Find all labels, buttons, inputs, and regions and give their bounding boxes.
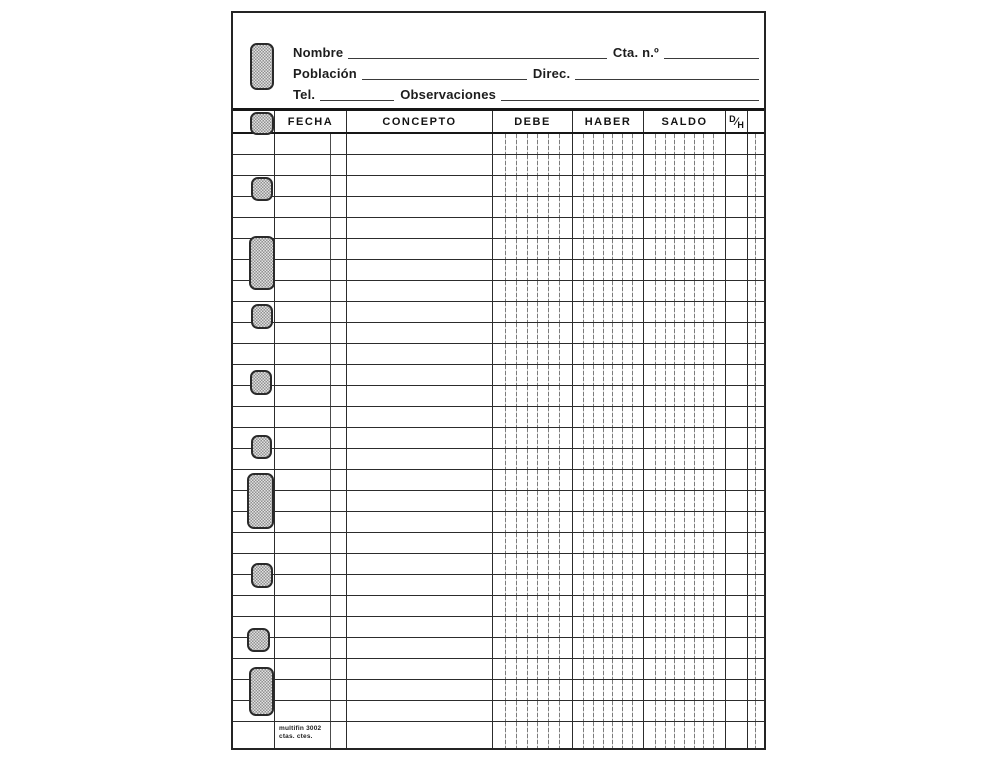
ledger-row [233, 701, 764, 722]
saldo-cell [644, 386, 726, 406]
haber-cell [573, 428, 644, 448]
haber-cell [573, 260, 644, 280]
saldo-cell [644, 554, 726, 574]
ledger-row [233, 323, 764, 344]
margin-cell [748, 428, 764, 448]
ledger-page [231, 11, 766, 750]
concepto-cell [347, 344, 493, 364]
margin-cell [748, 176, 764, 196]
haber-cell [573, 659, 644, 679]
ledger-row [233, 470, 764, 491]
margin-cell [748, 617, 764, 637]
fecha-cell [275, 659, 347, 679]
saldo-cell [644, 512, 726, 532]
debe-haber-cell [726, 302, 748, 322]
fecha-cell [275, 449, 347, 469]
fecha-cell [275, 491, 347, 511]
debe-haber-cell [726, 701, 748, 721]
margin-cell [748, 659, 764, 679]
haber-cell [573, 302, 644, 322]
concepto-cell [347, 197, 493, 217]
imprint-line1: multifin 3002 [279, 725, 322, 732]
concepto-cell [347, 281, 493, 301]
debe-haber-cell [726, 134, 748, 154]
debe-cell [493, 638, 573, 658]
name-field-line [348, 46, 607, 59]
ledger-row [233, 176, 764, 197]
margin-cell [748, 239, 764, 259]
saldo-cell [644, 449, 726, 469]
column-header-saldo [644, 111, 726, 132]
saldo-cell [644, 260, 726, 280]
saldo-cell [644, 575, 726, 595]
fecha-cell [275, 302, 347, 322]
concepto-cell [347, 680, 493, 700]
concepto-cell [347, 491, 493, 511]
concepto-cell [347, 428, 493, 448]
margin-cell [748, 344, 764, 364]
margin-cell [748, 407, 764, 427]
table-header-row [233, 111, 764, 134]
margin-cell [748, 386, 764, 406]
header-row-phone [293, 86, 759, 101]
imprint-line2: ctas. ctes. [279, 733, 313, 740]
debe-haber-cell [726, 407, 748, 427]
debe-cell [493, 554, 573, 574]
table-body [233, 134, 764, 722]
haber-cell [573, 176, 644, 196]
concepto-header-label: CONCEPTO [382, 115, 457, 128]
haber-cell [573, 638, 644, 658]
margin-cell [748, 155, 764, 175]
ledger-row [233, 680, 764, 701]
debe-haber-cell [726, 449, 748, 469]
margin-cell [748, 680, 764, 700]
debe-cell [493, 386, 573, 406]
haber-cell [573, 512, 644, 532]
fecha-cell [275, 134, 347, 154]
column-header-concepto [347, 111, 493, 132]
haber-cell [573, 323, 644, 343]
debe-cell [493, 575, 573, 595]
concepto-cell [347, 533, 493, 553]
debe-cell [493, 680, 573, 700]
haber-cell [573, 596, 644, 616]
margin-cell [748, 281, 764, 301]
ledger-row [233, 659, 764, 680]
haber-cell [573, 218, 644, 238]
haber-header-label: HABER [584, 115, 632, 128]
ledger-row [233, 218, 764, 239]
ledger-row [233, 575, 764, 596]
saldo-cell [644, 134, 726, 154]
concepto-cell [347, 617, 493, 637]
concepto-cell [347, 260, 493, 280]
ledger-row [233, 260, 764, 281]
debe-cell [493, 155, 573, 175]
concepto-cell [347, 218, 493, 238]
fecha-cell [275, 386, 347, 406]
haber-cell [573, 491, 644, 511]
concepto-cell [347, 554, 493, 574]
binder-hole [251, 177, 273, 201]
ledger-row [233, 281, 764, 302]
fecha-cell [275, 239, 347, 259]
table-footer-row [233, 722, 764, 748]
fecha-cell [275, 428, 347, 448]
saldo-cell [644, 281, 726, 301]
fecha-cell [275, 176, 347, 196]
fecha-cell [275, 596, 347, 616]
saldo-cell [644, 701, 726, 721]
binder-hole [250, 43, 274, 90]
margin-cell [748, 512, 764, 532]
fecha-header-label: FECHA [287, 115, 334, 128]
debe-haber-cell [726, 323, 748, 343]
debe-cell [493, 491, 573, 511]
saldo-cell [644, 596, 726, 616]
saldo-cell [644, 638, 726, 658]
margin-cell [748, 554, 764, 574]
haber-cell [573, 680, 644, 700]
hole-cell [233, 596, 275, 616]
city-label: Población [293, 66, 357, 81]
binder-hole [247, 628, 270, 652]
saldo-cell [644, 218, 726, 238]
concepto-cell [347, 407, 493, 427]
debe-cell [493, 596, 573, 616]
haber-cell [573, 722, 644, 748]
margin-cell [748, 638, 764, 658]
ledger-row [233, 407, 764, 428]
column-header-debe [493, 111, 573, 132]
haber-cell [573, 344, 644, 364]
binder-hole [249, 236, 275, 290]
saldo-cell [644, 491, 726, 511]
saldo-cell [644, 617, 726, 637]
saldo-cell [644, 407, 726, 427]
haber-cell [573, 281, 644, 301]
fecha-cell [275, 701, 347, 721]
hole-cell [233, 533, 275, 553]
haber-cell [573, 701, 644, 721]
haber-cell [573, 239, 644, 259]
debe-cell [493, 512, 573, 532]
concepto-cell [347, 449, 493, 469]
debe-cell [493, 323, 573, 343]
concepto-cell [347, 596, 493, 616]
saldo-cell [644, 470, 726, 490]
hole-cell [233, 134, 275, 154]
ledger-row [233, 554, 764, 575]
debe-haber-fraction: D⁄H [729, 113, 744, 130]
haber-cell [573, 470, 644, 490]
hole-cell [233, 155, 275, 175]
debe-cell [493, 533, 573, 553]
ledger-row [233, 491, 764, 512]
ledger-row [233, 302, 764, 323]
debe-haber-cell [726, 344, 748, 364]
name-label: Nombre [293, 45, 344, 60]
fecha-cell [275, 680, 347, 700]
debe-cell [493, 176, 573, 196]
saldo-cell [644, 365, 726, 385]
binder-hole [251, 304, 273, 329]
debe-cell [493, 470, 573, 490]
fecha-cell [275, 533, 347, 553]
debe-haber-cell [726, 491, 748, 511]
fecha-cell [275, 281, 347, 301]
concepto-cell [347, 176, 493, 196]
debe-haber-cell [726, 512, 748, 532]
ledger-row [233, 512, 764, 533]
binder-hole [251, 435, 272, 459]
haber-cell [573, 155, 644, 175]
fecha-cell [275, 554, 347, 574]
debe-haber-cell [726, 638, 748, 658]
debe-cell [493, 617, 573, 637]
debe-haber-cell [726, 533, 748, 553]
concepto-cell [347, 134, 493, 154]
haber-cell [573, 197, 644, 217]
saldo-cell [644, 323, 726, 343]
form-header [233, 13, 764, 108]
margin-cell [748, 701, 764, 721]
saldo-cell [644, 344, 726, 364]
saldo-cell [644, 659, 726, 679]
saldo-cell [644, 197, 726, 217]
debe-cell [493, 302, 573, 322]
fecha-cell [275, 617, 347, 637]
haber-cell [573, 533, 644, 553]
debe-cell [493, 428, 573, 448]
notes-field-line [501, 88, 759, 101]
saldo-cell [644, 155, 726, 175]
debe-cell [493, 344, 573, 364]
concepto-cell [347, 365, 493, 385]
concepto-cell [347, 386, 493, 406]
debe-haber-cell [726, 722, 748, 748]
debe-haber-cell [726, 470, 748, 490]
fecha-cell [275, 323, 347, 343]
header-row-name [293, 44, 759, 59]
debe-haber-cell [726, 428, 748, 448]
binder-hole [251, 563, 273, 588]
phone-label: Tel. [293, 87, 316, 102]
haber-cell [573, 407, 644, 427]
ledger-table [233, 108, 764, 748]
debe-cell [493, 281, 573, 301]
concepto-cell [347, 638, 493, 658]
ledger-row [233, 428, 764, 449]
ledger-row [233, 533, 764, 554]
ledger-row [233, 239, 764, 260]
haber-cell [573, 386, 644, 406]
ledger-row [233, 197, 764, 218]
ledger-row [233, 155, 764, 176]
column-header-debe-haber [726, 111, 748, 132]
account-number-label: Cta. n.º [612, 45, 659, 60]
debe-cell [493, 260, 573, 280]
debe-haber-cell [726, 680, 748, 700]
concepto-cell [347, 659, 493, 679]
debe-cell [493, 407, 573, 427]
hole-cell [233, 722, 275, 748]
debe-haber-cell [726, 617, 748, 637]
column-header-fecha [275, 111, 347, 132]
city-field-line [362, 67, 527, 80]
hole-cell [233, 218, 275, 238]
form-imprint [275, 722, 346, 741]
saldo-cell [644, 533, 726, 553]
margin-cell [748, 491, 764, 511]
debe-haber-cell [726, 386, 748, 406]
concepto-cell [347, 512, 493, 532]
margin-cell [748, 470, 764, 490]
saldo-cell [644, 302, 726, 322]
address-field-line [575, 67, 759, 80]
hole-cell [233, 344, 275, 364]
margin-cell [748, 197, 764, 217]
concepto-cell [347, 239, 493, 259]
debe-haber-cell [726, 575, 748, 595]
binder-hole [249, 667, 274, 716]
debe-haber-cell [726, 281, 748, 301]
ledger-row [233, 638, 764, 659]
margin-cell [748, 365, 764, 385]
debe-cell [493, 239, 573, 259]
margin-cell [748, 260, 764, 280]
fecha-cell [275, 512, 347, 532]
fecha-cell [275, 260, 347, 280]
debe-cell [493, 701, 573, 721]
concepto-cell [347, 302, 493, 322]
debe-cell [493, 449, 573, 469]
debe-haber-cell [726, 197, 748, 217]
fecha-cell [275, 722, 347, 748]
debe-haber-cell [726, 176, 748, 196]
ledger-row [233, 344, 764, 365]
debe-cell [493, 134, 573, 154]
fecha-cell [275, 470, 347, 490]
ledger-row [233, 449, 764, 470]
margin-cell [748, 302, 764, 322]
margin-cell [748, 596, 764, 616]
margin-cell [748, 722, 764, 748]
fecha-cell [275, 575, 347, 595]
ledger-row [233, 365, 764, 386]
debe-haber-cell [726, 659, 748, 679]
saldo-cell [644, 680, 726, 700]
notes-label: Observaciones [400, 87, 497, 102]
debe-haber-cell [726, 596, 748, 616]
fecha-cell [275, 638, 347, 658]
margin-cell [748, 323, 764, 343]
concepto-cell [347, 323, 493, 343]
saldo-cell [644, 239, 726, 259]
concepto-cell [347, 575, 493, 595]
debe-haber-cell [726, 218, 748, 238]
saldo-cell [644, 722, 726, 748]
ledger-row [233, 617, 764, 638]
haber-cell [573, 575, 644, 595]
fecha-cell [275, 155, 347, 175]
address-label: Direc. [532, 66, 571, 81]
header-row-city [293, 65, 759, 80]
concepto-cell [347, 701, 493, 721]
margin-cell [748, 449, 764, 469]
debe-cell [493, 197, 573, 217]
ledger-row [233, 596, 764, 617]
fecha-cell [275, 197, 347, 217]
saldo-cell [644, 176, 726, 196]
debe-haber-cell [726, 155, 748, 175]
column-header-haber [573, 111, 644, 132]
hole-cell [233, 407, 275, 427]
haber-cell [573, 365, 644, 385]
phone-field-line [320, 88, 394, 101]
margin-cell [748, 575, 764, 595]
fecha-cell [275, 407, 347, 427]
concepto-cell [347, 470, 493, 490]
margin-cell [748, 134, 764, 154]
debe-cell [493, 365, 573, 385]
debe-haber-cell [726, 554, 748, 574]
margin-cell [748, 533, 764, 553]
account-number-field-line [664, 46, 759, 59]
haber-cell [573, 554, 644, 574]
ledger-row [233, 134, 764, 155]
margin-column-header [748, 111, 764, 132]
debe-haber-cell [726, 239, 748, 259]
binder-hole [250, 370, 272, 395]
saldo-header-label: SALDO [661, 115, 708, 128]
fecha-cell [275, 344, 347, 364]
saldo-cell [644, 428, 726, 448]
debe-cell [493, 218, 573, 238]
ledger-row [233, 386, 764, 407]
haber-cell [573, 449, 644, 469]
concepto-cell [347, 722, 493, 748]
binder-hole [250, 112, 274, 135]
debe-header-label: DEBE [514, 115, 551, 128]
fecha-cell [275, 218, 347, 238]
binder-hole [247, 473, 274, 529]
haber-cell [573, 134, 644, 154]
haber-cell [573, 617, 644, 637]
fecha-cell [275, 365, 347, 385]
debe-haber-cell [726, 365, 748, 385]
margin-cell [748, 218, 764, 238]
concepto-cell [347, 155, 493, 175]
debe-cell [493, 659, 573, 679]
debe-haber-cell [726, 260, 748, 280]
debe-cell [493, 722, 573, 748]
